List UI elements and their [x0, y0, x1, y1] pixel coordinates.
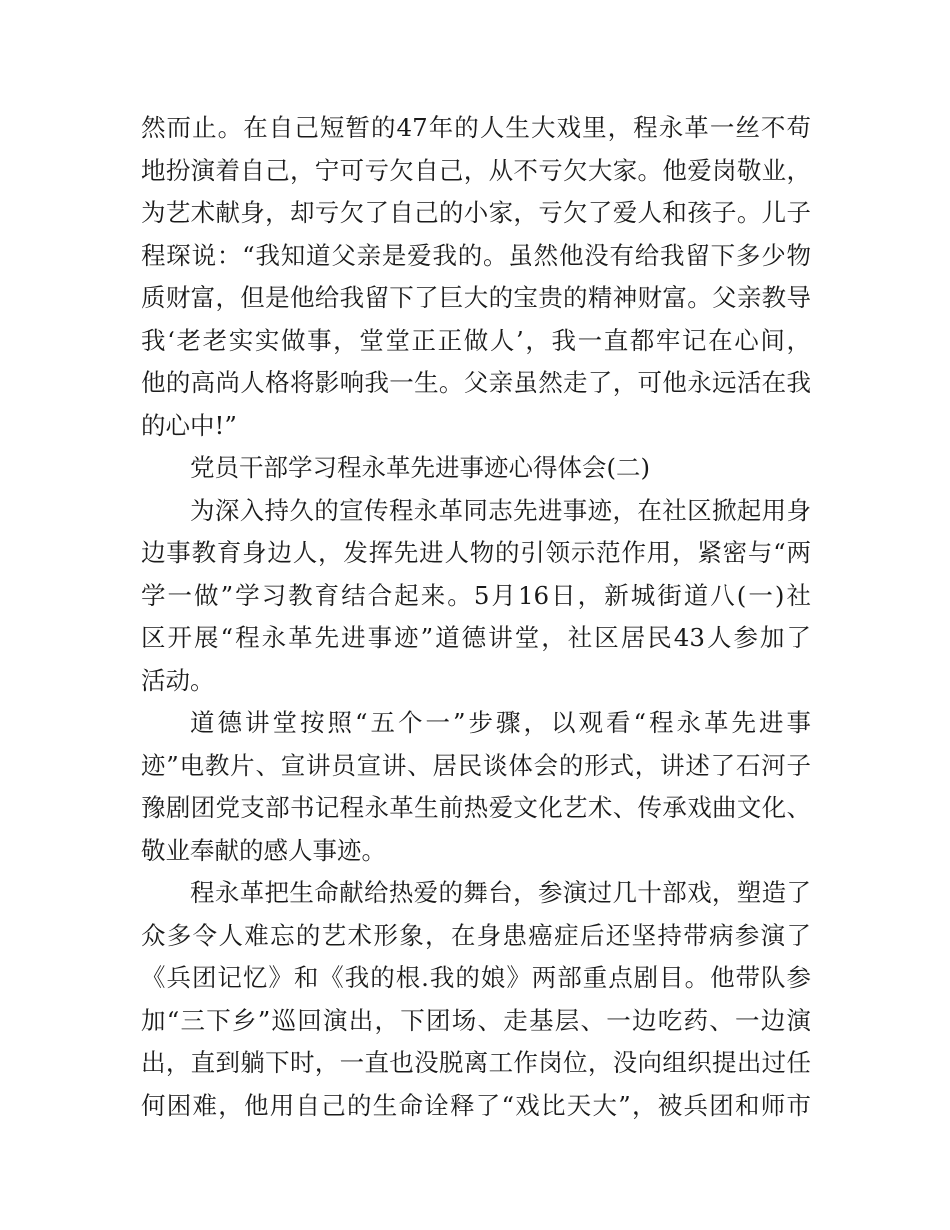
text-line: 出，直到躺下时，一直也没脱离工作岗位，没向组织提出过任 — [141, 1048, 811, 1077]
text-line: 为艺术献身，却亏欠了自己的小家，亏欠了爱人和孩子。儿子 — [141, 198, 811, 227]
text-line: 的心中!” — [141, 410, 237, 440]
section-heading: 党员干部学习程永革先进事迹心得体会(二) — [190, 453, 651, 482]
text-line: 我‘老老实实做事，堂堂正正做人’，我一直都牢记在心间， — [141, 325, 811, 355]
document-body — [141, 107, 811, 1127]
text-line: 程琛说：“我知道父亲是爱我的。虽然他没有给我留下多少物 — [141, 240, 811, 270]
text-line: 豫剧团党支部书记程永革生前热爱文化艺术、传承戏曲文化、 — [141, 793, 811, 822]
text-line: 为深入持久的宣传程永革同志先进事迹，在社区掀起用身 — [190, 495, 811, 525]
text-line: 边事教育身边人，发挥先进人物的引领示范作用，紧密与“两 — [141, 538, 811, 567]
text-line: 程永革把生命献给热爱的舞台，参演过几十部戏，塑造了 — [190, 878, 811, 907]
text-line: 迹”电教片、宣讲员宣讲、居民谈体会的形式，讲述了石河子 — [141, 750, 811, 780]
text-line: 何困难，他用自己的生命诠释了“戏比天大”，被兵团和师市 — [141, 1090, 811, 1120]
text-line: 敬业奉献的感人事迹。 — [141, 835, 386, 865]
text-line: 学一做”学习教育结合起来。5月16日，新城街道八(一)社 — [141, 580, 811, 610]
text-line: 《兵团记忆》和《我的根.我的娘》两部重点剧目。他带队参 — [141, 963, 811, 992]
text-line: 区开展“程永革先进事迹”道德讲堂，社区居民43人参加了 — [141, 623, 811, 652]
text-line: 众多令人难忘的艺术形象，在身患癌症后还坚持带病参演了 — [141, 920, 811, 950]
text-line: 加“三下乡”巡回演出，下团场、走基层、一边吃药、一边演 — [141, 1005, 811, 1035]
text-line: 活动。 — [141, 665, 215, 695]
text-line: 地扮演着自己，宁可亏欠自己，从不亏欠大家。他爱岗敬业， — [141, 155, 811, 185]
text-line: 道德讲堂按照“五个一”步骤，以观看“程永革先进事 — [190, 708, 811, 737]
text-line: 然而止。在自己短暂的47年的人生大戏里，程永革一丝不苟 — [141, 113, 811, 142]
text-line: 他的高尚人格将影响我一生。父亲虽然走了，可他永远活在我 — [141, 368, 811, 397]
text-line: 质财富，但是他给我留下了巨大的宝贵的精神财富。父亲教导 — [141, 283, 811, 312]
